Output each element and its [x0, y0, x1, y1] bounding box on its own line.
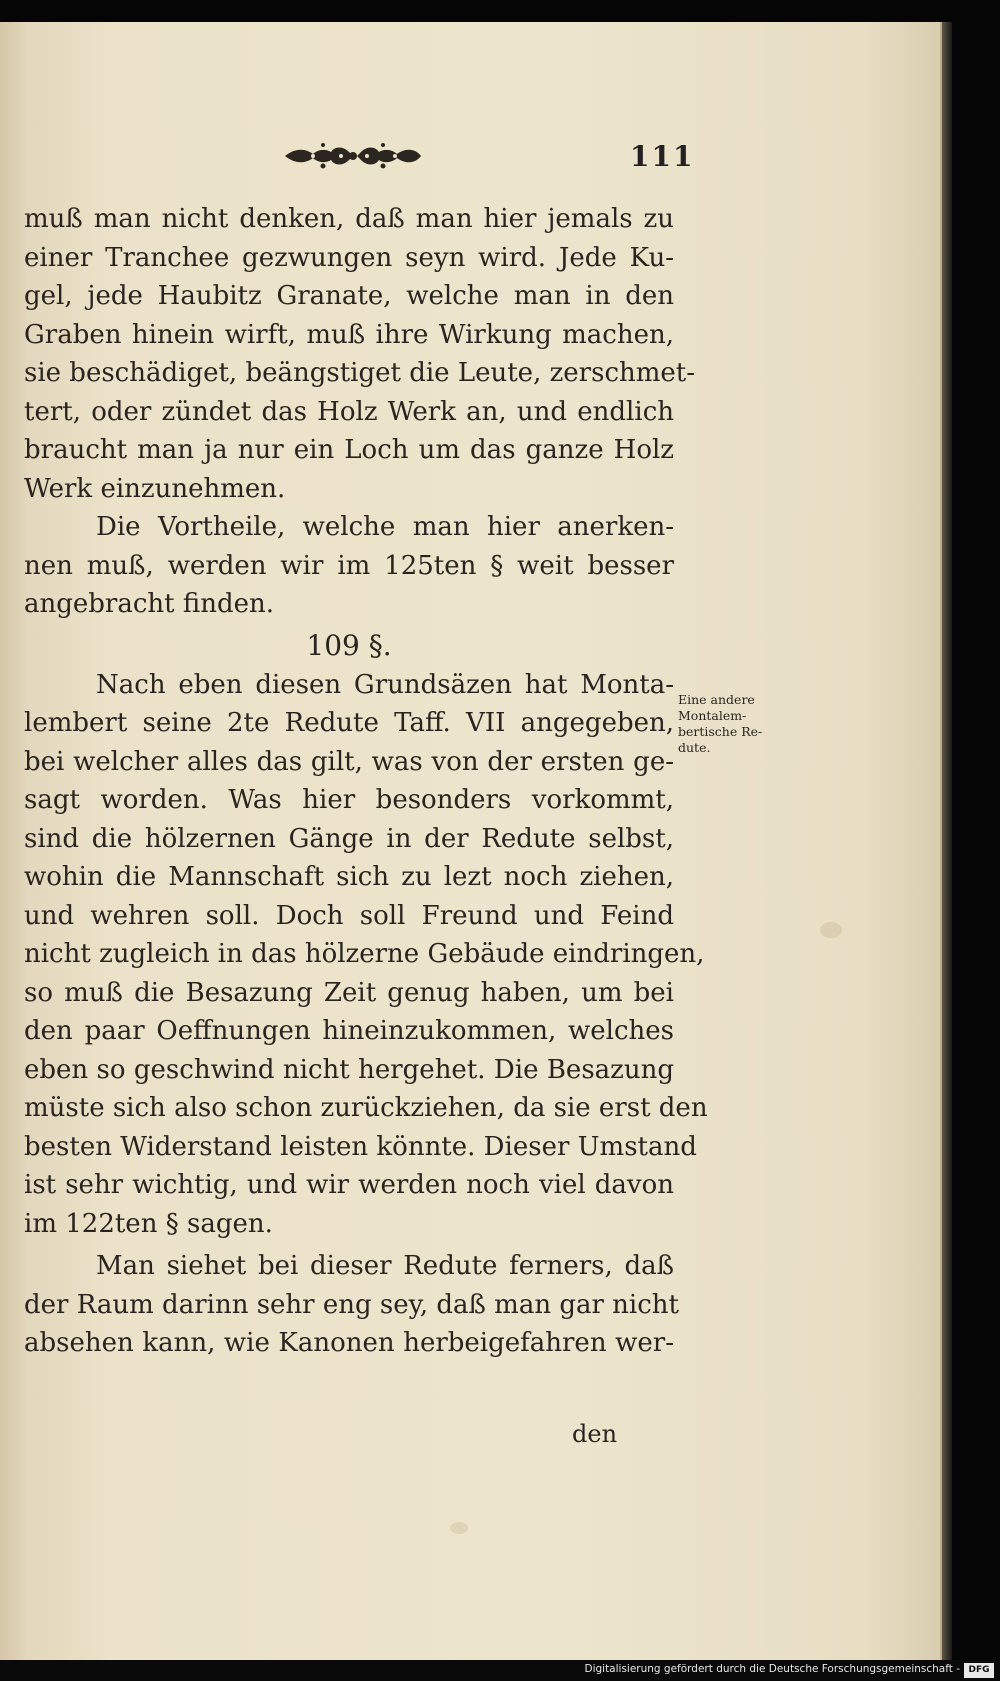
section-heading: 109 §. — [306, 628, 392, 662]
text-line: eben so geschwind nicht hergehet. Die Besazung — [24, 1054, 674, 1085]
paragraph — [24, 666, 708, 1244]
text-line: Graben hinein wirft, muß ihre Wirkung machen, — [24, 319, 674, 350]
text-line: absehen kann, wie Kanonen herbeigefahren wer- — [24, 1328, 674, 1358]
text-line: und wehren soll. Doch soll Freund und Feind — [24, 900, 674, 931]
text-line: Nach eben diesen Grundsäzen hat Monta- — [96, 669, 674, 700]
paragraph — [24, 200, 696, 508]
text-line: muß man nicht denken, daß man hier jemals zu — [24, 204, 674, 234]
text-line: ist sehr wichtig, und wir werden noch viel davon — [24, 1170, 674, 1200]
text-line: sagt worden. Was hier besonders vorkommt, — [24, 785, 674, 815]
footer-credit: Digitalisierung gefördert durch die Deutsche Forschungsgemeinschaft - — [584, 1663, 960, 1675]
marginal-note — [678, 692, 803, 756]
marginal-note-line: Eine andere — [678, 692, 755, 707]
text-line: sie beschädiget, beängstiget die Leute, zerschmet- — [24, 358, 696, 388]
text-line: im 122ten § sagen. — [24, 1208, 273, 1239]
text-line: sind die hölzernen Gänge in der Redute selbst, — [24, 823, 674, 854]
text-line: gel, jede Haubitz Granate, welche man in den — [24, 281, 674, 311]
paragraph — [24, 508, 674, 624]
paper-stain — [450, 1522, 468, 1534]
marginal-note-line: dute. — [678, 740, 711, 755]
text-line: den paar Oeffnungen hineinzukommen, welches — [24, 1016, 674, 1046]
text-line: Die Vortheile, welche man hier anerken- — [96, 512, 674, 542]
text-line: angebracht finden. — [24, 589, 274, 619]
text-line: bei welcher alles das gilt, was von der ersten ge- — [24, 746, 674, 777]
page-number: 111 — [630, 140, 695, 173]
marginal-note-line: bertische Re- — [678, 724, 763, 739]
text-line: müste sich also schon zurückziehen, da sie erst den — [24, 1093, 708, 1123]
text-line: Man siehet bei dieser Redute ferners, daß — [96, 1251, 674, 1281]
text-line: nen muß, werden wir im 125ten § weit besser — [24, 550, 674, 581]
body-text — [24, 200, 708, 1363]
text-line: der Raum darinn sehr eng sey, daß man gar nicht — [24, 1289, 680, 1320]
catchword: den — [572, 1420, 618, 1448]
text-line: so muß die Besazung Zeit genug haben, um bei — [24, 977, 674, 1008]
text-line: braucht man ja nur ein Loch um das ganze Holz — [24, 435, 674, 465]
dfg-logo-icon: DFG — [964, 1663, 994, 1678]
text-line: wohin die Mannschaft sich zu lezt noch ziehen, — [24, 862, 674, 892]
text-line: lembert seine 2te Redute Taff. VII angegeben, — [24, 708, 674, 738]
text-line: nicht zugleich in das hölzerne Gebäude eindringen, — [24, 939, 705, 969]
paragraph — [24, 1247, 680, 1363]
marginal-note-line: Montalem- — [678, 708, 747, 723]
floral-headpiece-ornament-icon — [283, 138, 423, 174]
text-line: einer Tranchee gezwungen seyn wird. Jede Ku- — [24, 242, 674, 273]
text-line: tert, oder zündet das Holz Werk an, und endlich — [24, 396, 674, 427]
text-line: besten Widerstand leisten könnte. Dieser Umstand — [24, 1131, 697, 1162]
text-line: Werk einzunehmen. — [24, 473, 286, 504]
paper-stain — [820, 922, 842, 938]
